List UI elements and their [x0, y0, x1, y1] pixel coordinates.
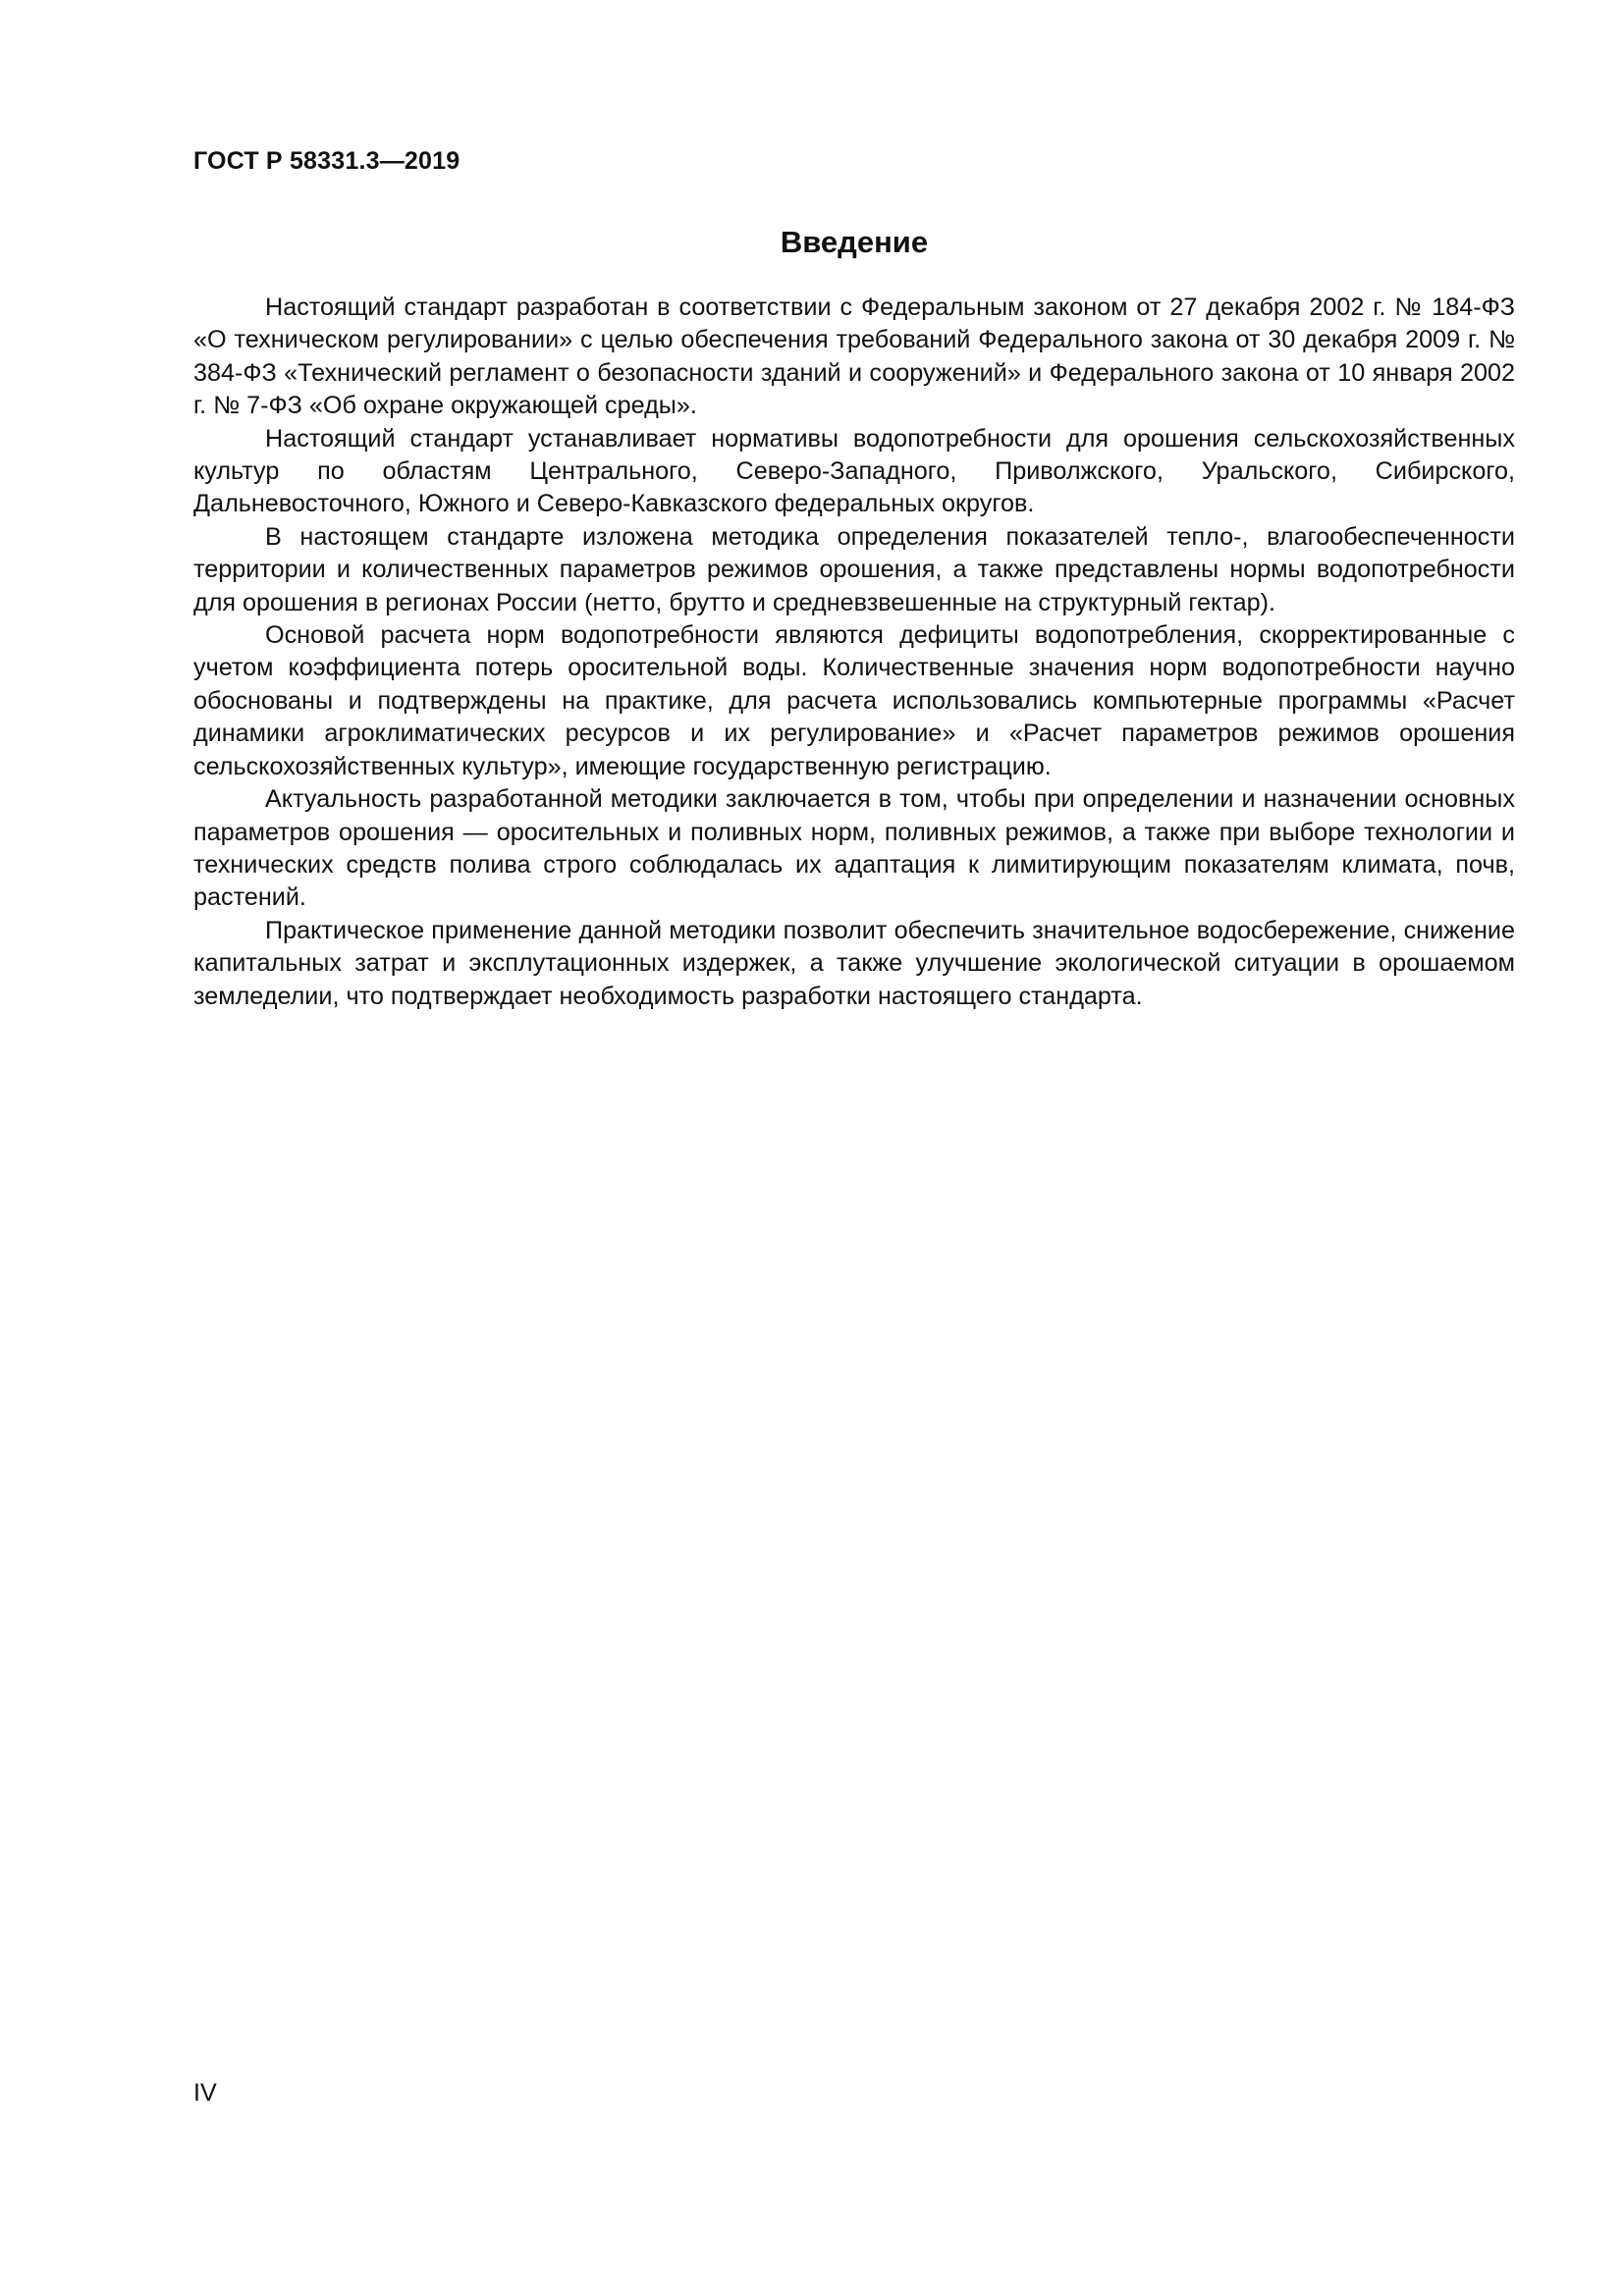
paragraph: В настоящем стандарте изложена методика определения показателей тепло-, влагообеспеченности территории и количественных параметров режимов орошения, а также представлены нормы водопотребности для орошения в регионах России (нетто, брутто и средневзвешенные на структурный гектар). [193, 522, 1515, 616]
section-body [193, 292, 1515, 1013]
section-title: Введение [780, 225, 929, 259]
paragraph: Настоящий стандарт устанавливает нормативы водопотребности для орошения сельскохозяйственных культур по областям Центрального, Северо-Западного, Приволжского, Уральского, Сибирского, Дальневосточного, Южного и Северо-Кавказского федеральных округов. [193, 424, 1515, 518]
paragraph: Практическое применение данной методики позволит обеспечить значительное водосбережение, снижение капитальных затрат и эксплутационных издержек, а также улучшение экологической ситуации в орошаемом земледелии, что подтверждает необходимость разработки настоящего стандарта. [193, 916, 1515, 1010]
paragraph: Основой расчета норм водопотребности являются дефициты водопотребления, скорректированные с учетом коэффициента потерь оросительной воды. Количественные значения норм водопотребности научно обоснованы и подтверждены на практике, для расчета использовались компьютерные программы «Расчет динамики агроклиматических ресурсов и их регулирование» и «Расчет параметров режимов орошения сельскохозяйственных культур», имеющие государственную регистрацию. [193, 621, 1515, 780]
paragraph: Настоящий стандарт разработан в соответствии с Федеральным законом от 27 декабря 2002 г. № 184-ФЗ «О техническом регулировании» с целью обеспечения требований Федерального закона от 30 декабря 2009 г. № 384-ФЗ «Технический регламент о безопасности зданий и сооружений» и Федерального закона от 10 января 2002 г. № 7-ФЗ «Об охране окружающей среды». [193, 294, 1515, 420]
page-number: IV [193, 2079, 217, 2107]
paragraph: Актуальность разработанной методики заключается в том, чтобы при определении и назначении основных параметров орошения — оросительных и поливных норм, поливных режимов, а также при выборе технологии и технических средств полива строго соблюдалась их адаптация к лимитирующим показателям климата, почв, растений. [193, 785, 1515, 912]
document-code: ГОСТ Р 58331.3—2019 [193, 147, 460, 175]
